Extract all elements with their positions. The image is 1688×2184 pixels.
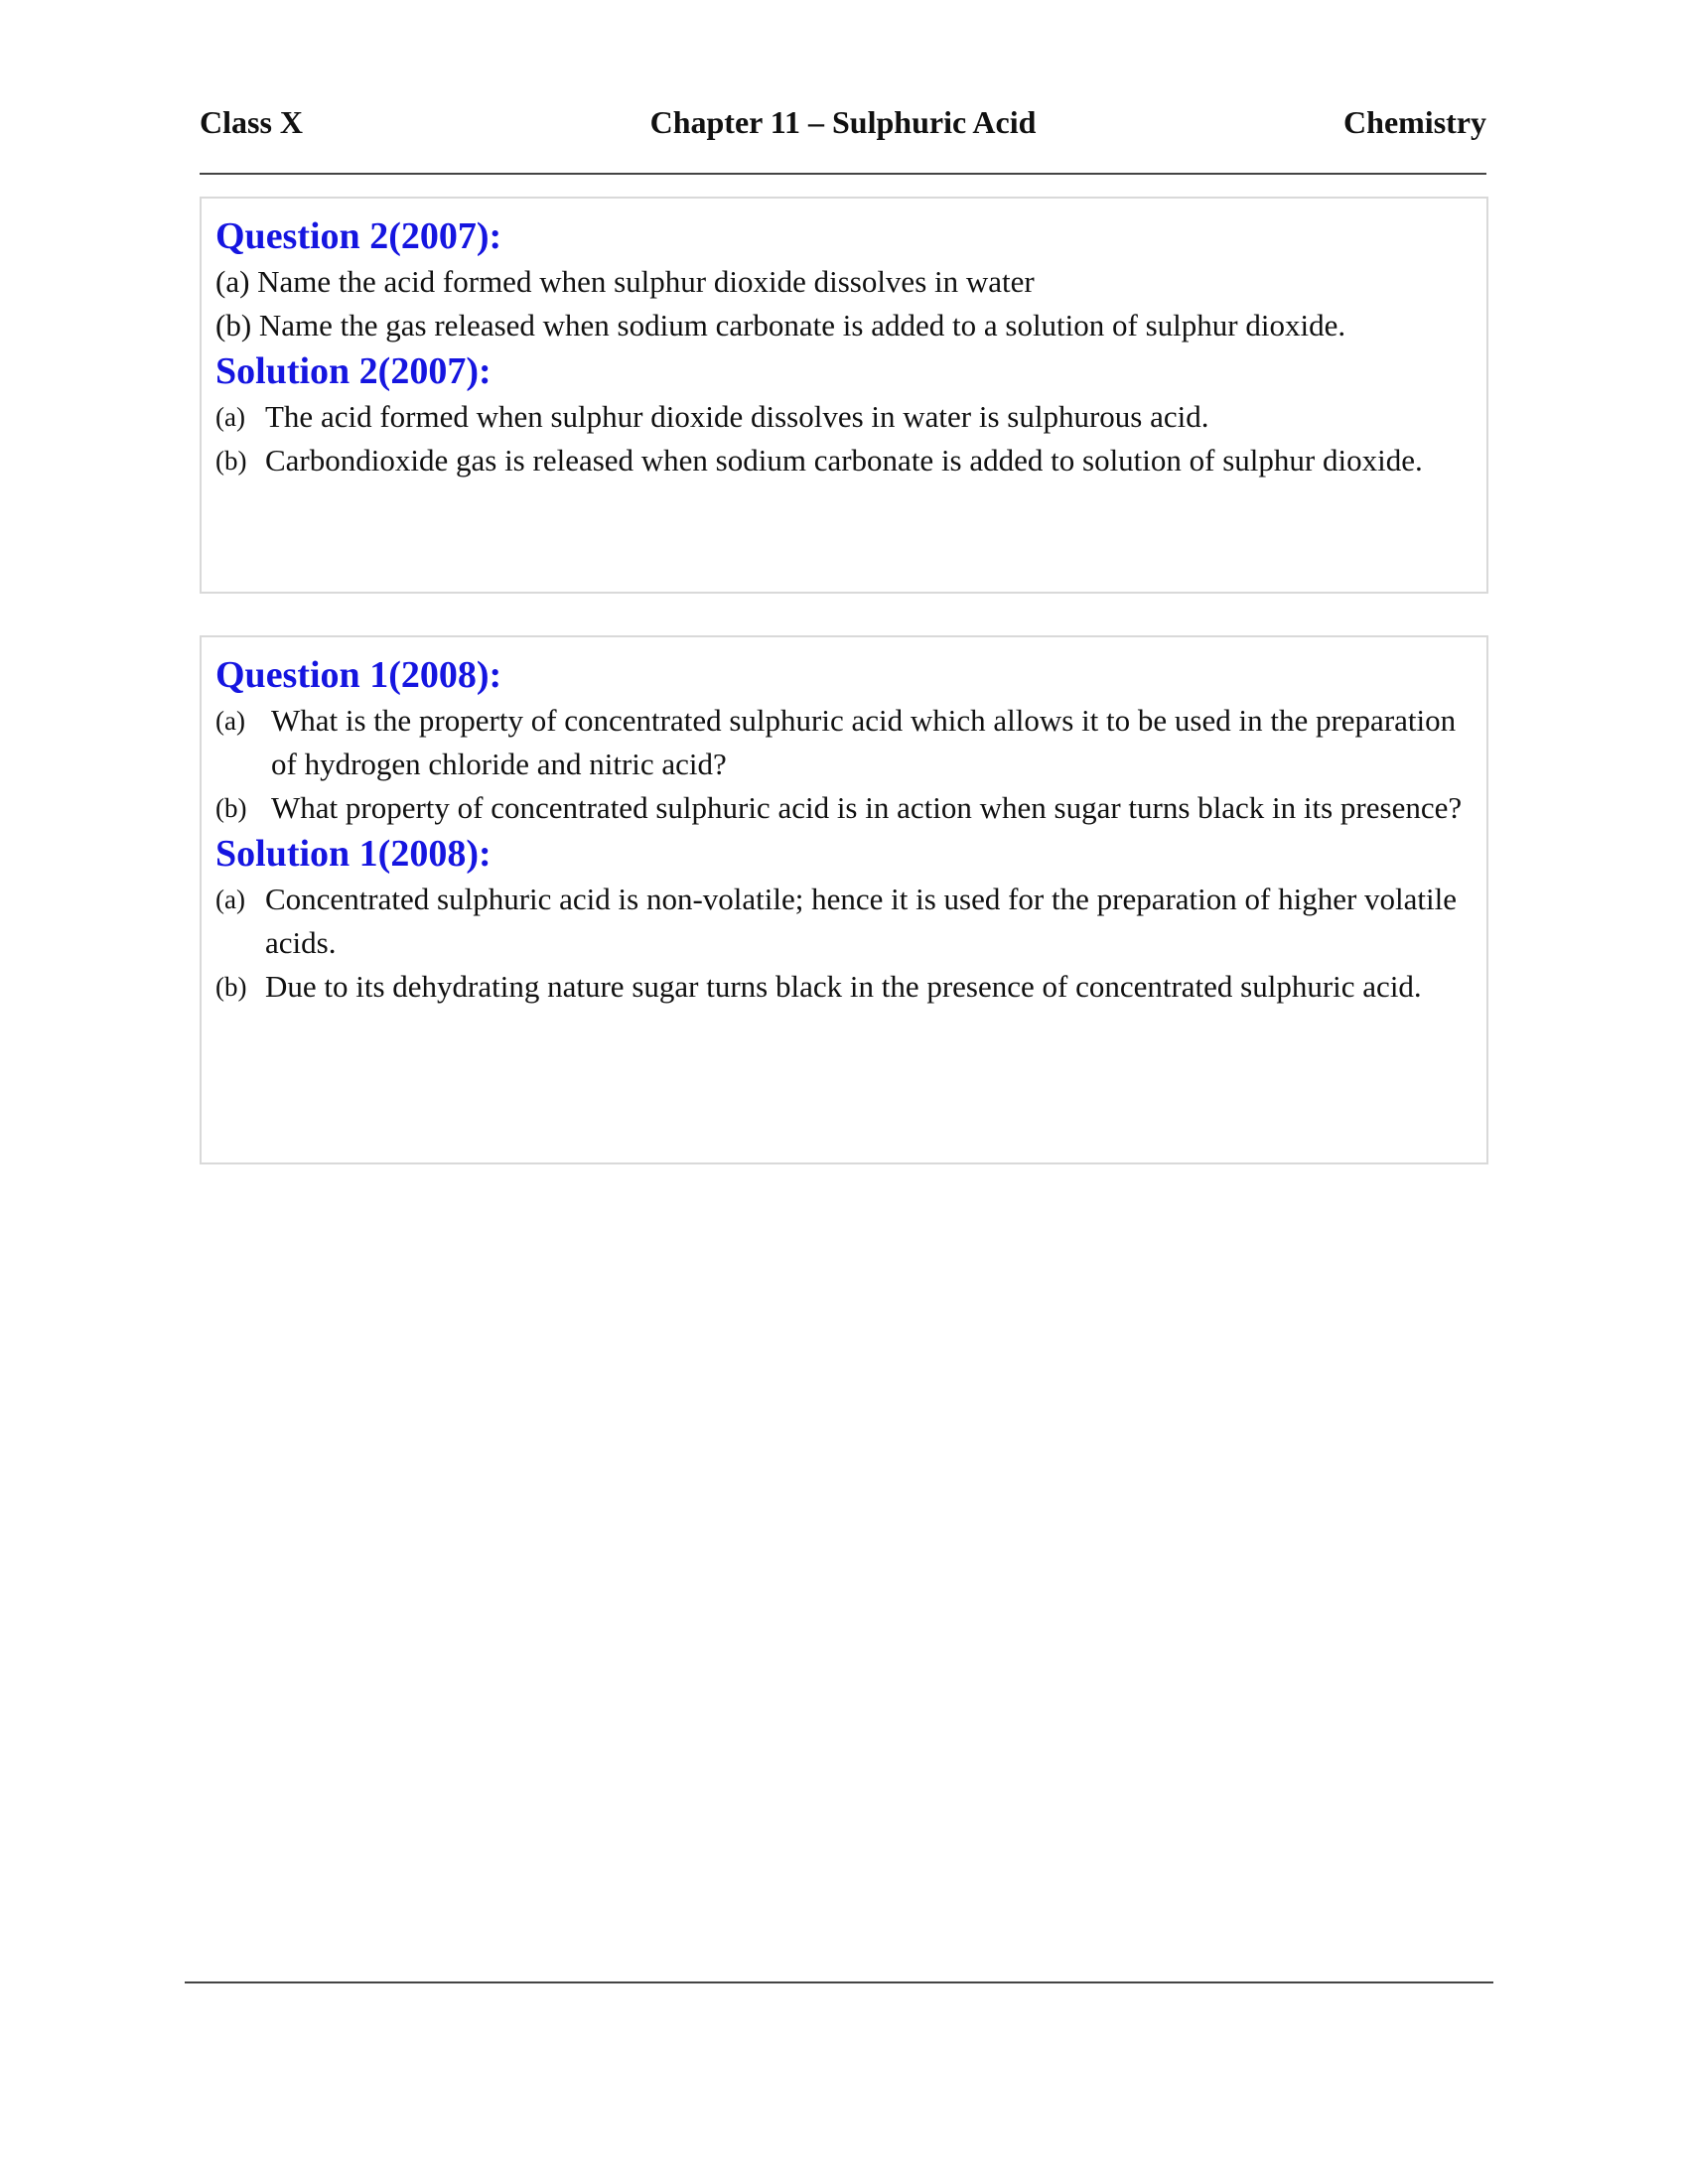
qa-box-2008 [200, 635, 1488, 1164]
page-header [200, 97, 1486, 147]
item-marker: (a) [215, 885, 245, 914]
question-heading: Question 1(2008): [215, 654, 502, 696]
item-marker: (a) [215, 706, 245, 736]
solution-part-a [215, 878, 1473, 965]
header-divider [200, 173, 1486, 175]
chapter-title: Chapter 11 – Sulphuric Acid [649, 104, 1037, 140]
item-marker: (b) [215, 446, 247, 476]
solution-part-a [215, 395, 1473, 439]
question-part-b [215, 786, 1473, 830]
subject-label: Chemistry [1343, 104, 1486, 140]
solution-part-b [215, 965, 1473, 1009]
item-marker: (a) [215, 402, 245, 432]
item-text: Carbondioxide gas is released when sodium carbonate is added to solution of sulphur dioxide. [265, 443, 1423, 478]
item-marker: (b) [215, 972, 247, 1002]
item-text: What is the property of concentrated sulphuric acid which allows it to be used in the preparation of hydrogen chloride and nitric acid? [271, 703, 1457, 781]
class-label: Class X [200, 104, 304, 140]
question-part-b: (b) Name the gas released when sodium carbonate is added to a solution of sulphur dioxide. [215, 308, 1346, 342]
question-part-a: (a) Name the acid formed when sulphur dioxide dissolves in water [215, 264, 1035, 299]
item-text: Due to its dehydrating nature sugar turns black in the presence of concentrated sulphuric acid. [265, 969, 1422, 1004]
solution-part-b [215, 439, 1473, 482]
solution-heading: Solution 1(2008): [215, 833, 492, 875]
item-text: What property of concentrated sulphuric acid is in action when sugar turns black in its presence? [271, 790, 1463, 825]
footer-divider [185, 1981, 1493, 1983]
solution-heading: Solution 2(2007): [215, 350, 492, 392]
item-text: The acid formed when sulphur dioxide dissolves in water is sulphurous acid. [265, 399, 1209, 434]
question-part-a [215, 699, 1473, 786]
item-text: Concentrated sulphuric acid is non-volatile; hence it is used for the preparation of higher volatile acids. [265, 882, 1458, 960]
qa-box-2007 [200, 197, 1488, 594]
item-marker: (b) [215, 793, 247, 823]
question-heading: Question 2(2007): [215, 215, 502, 257]
